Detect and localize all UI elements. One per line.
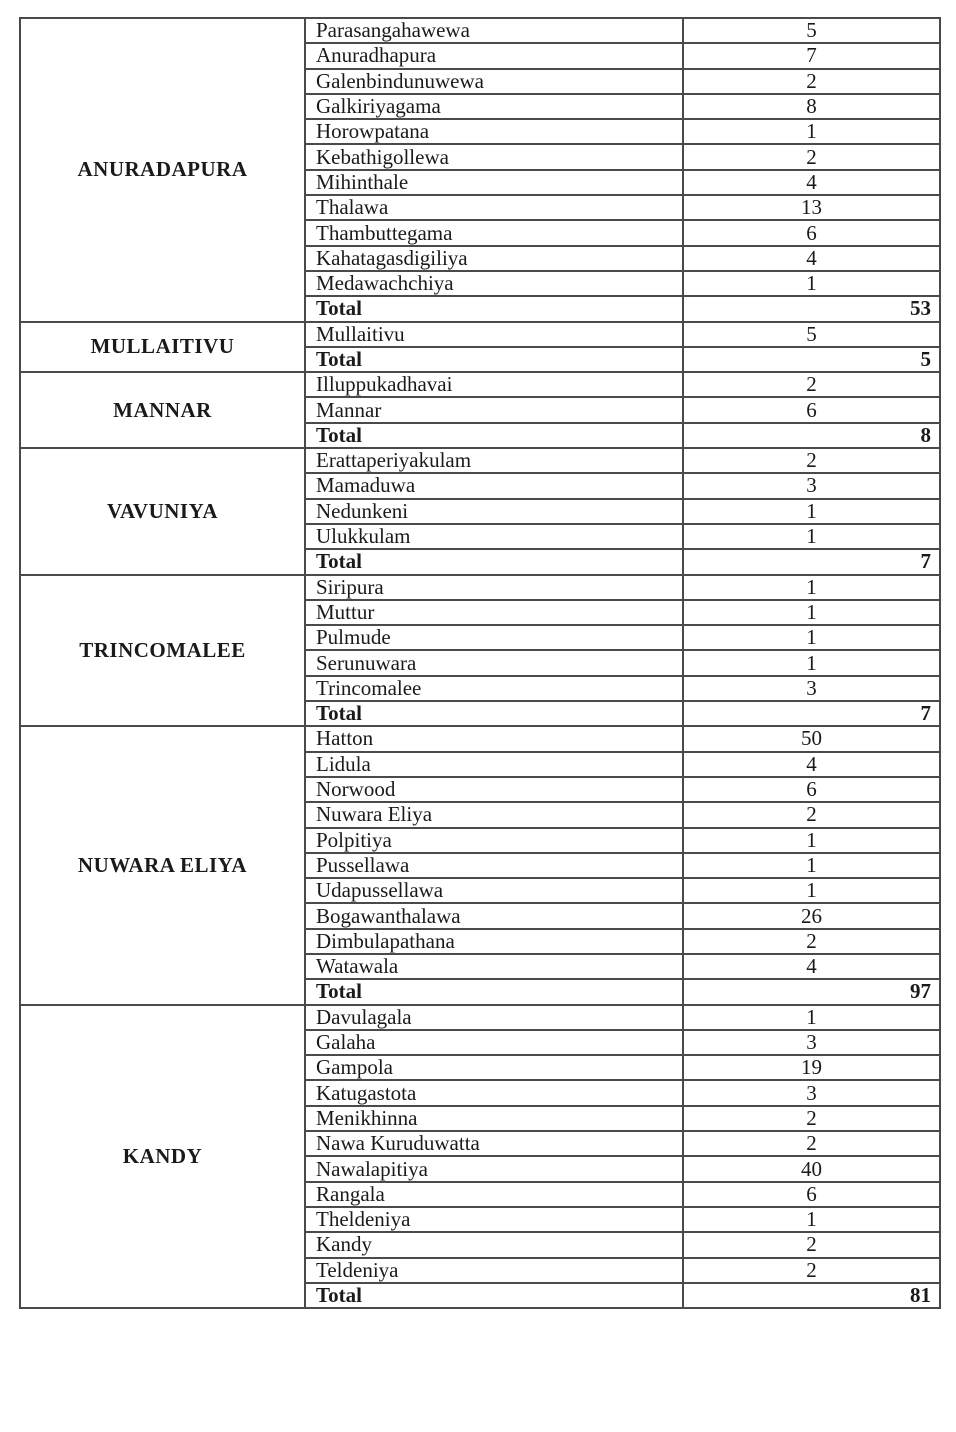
district-name: NUWARA ELIYA — [20, 726, 305, 1004]
place-name: Mamaduwa — [305, 473, 683, 498]
place-name: Galaha — [305, 1030, 683, 1055]
place-name: Theldeniya — [305, 1207, 683, 1232]
total-value: 53 — [683, 296, 940, 321]
place-count: 4 — [683, 954, 940, 979]
place-name: Lidula — [305, 752, 683, 777]
place-count: 6 — [683, 1182, 940, 1207]
place-count: 50 — [683, 726, 940, 751]
place-count: 1 — [683, 271, 940, 296]
table-row — [20, 322, 940, 347]
place-name: Mihinthale — [305, 170, 683, 195]
place-name: Anuradhapura — [305, 43, 683, 68]
place-count: 1 — [683, 650, 940, 675]
place-name: Polpitiya — [305, 828, 683, 853]
place-count: 2 — [683, 1131, 940, 1156]
place-name: Ulukkulam — [305, 524, 683, 549]
place-name: Hatton — [305, 726, 683, 751]
district-table — [19, 17, 941, 1309]
place-count: 5 — [683, 322, 940, 347]
place-name: Illuppukadhavai — [305, 372, 683, 397]
place-name: Thambuttegama — [305, 220, 683, 245]
place-name: Thalawa — [305, 195, 683, 220]
place-count: 8 — [683, 94, 940, 119]
place-count: 4 — [683, 246, 940, 271]
table-row — [20, 575, 940, 600]
place-name: Mullaitivu — [305, 322, 683, 347]
place-name: Erattaperiyakulam — [305, 448, 683, 473]
total-label: Total — [305, 423, 683, 448]
place-count: 6 — [683, 777, 940, 802]
place-name: Teldeniya — [305, 1258, 683, 1283]
total-label: Total — [305, 549, 683, 574]
place-count: 19 — [683, 1055, 940, 1080]
district-name: MANNAR — [20, 372, 305, 448]
place-count: 2 — [683, 372, 940, 397]
place-count: 1 — [683, 878, 940, 903]
table-row — [20, 372, 940, 397]
place-count: 1 — [683, 1207, 940, 1232]
place-count: 2 — [683, 448, 940, 473]
place-name: Menikhinna — [305, 1106, 683, 1131]
place-count: 4 — [683, 752, 940, 777]
place-name: Dimbulapathana — [305, 929, 683, 954]
place-count: 3 — [683, 473, 940, 498]
district-name: MULLAITIVU — [20, 322, 305, 373]
total-value: 5 — [683, 347, 940, 372]
total-label: Total — [305, 296, 683, 321]
total-value: 97 — [683, 979, 940, 1004]
place-name: Gampola — [305, 1055, 683, 1080]
place-count: 1 — [683, 853, 940, 878]
place-count: 3 — [683, 1030, 940, 1055]
place-name: Parasangahawewa — [305, 18, 683, 43]
place-count: 6 — [683, 397, 940, 422]
total-value: 8 — [683, 423, 940, 448]
place-count: 6 — [683, 220, 940, 245]
place-name: Nuwara Eliya — [305, 802, 683, 827]
place-count: 13 — [683, 195, 940, 220]
place-name: Nawalapitiya — [305, 1156, 683, 1181]
place-name: Katugastota — [305, 1080, 683, 1105]
place-name: Galenbindunuwewa — [305, 69, 683, 94]
place-count: 2 — [683, 1258, 940, 1283]
table-row — [20, 18, 940, 43]
place-count: 1 — [683, 499, 940, 524]
place-name: Nedunkeni — [305, 499, 683, 524]
place-count: 2 — [683, 144, 940, 169]
place-count: 7 — [683, 43, 940, 68]
place-count: 3 — [683, 1080, 940, 1105]
place-name: Medawachchiya — [305, 271, 683, 296]
total-value: 7 — [683, 701, 940, 726]
district-name: TRINCOMALEE — [20, 575, 305, 727]
district-name: VAVUNIYA — [20, 448, 305, 574]
place-count: 1 — [683, 600, 940, 625]
place-count: 4 — [683, 170, 940, 195]
place-count: 40 — [683, 1156, 940, 1181]
district-name: ANURADAPURA — [20, 18, 305, 322]
place-name: Kebathigollewa — [305, 144, 683, 169]
place-count: 2 — [683, 1232, 940, 1257]
place-name: Siripura — [305, 575, 683, 600]
total-label: Total — [305, 701, 683, 726]
place-name: Bogawanthalawa — [305, 903, 683, 928]
place-count: 1 — [683, 575, 940, 600]
place-name: Kandy — [305, 1232, 683, 1257]
total-value: 81 — [683, 1283, 940, 1308]
table-row — [20, 448, 940, 473]
place-name: Galkiriyagama — [305, 94, 683, 119]
place-name: Horowpatana — [305, 119, 683, 144]
district-name: KANDY — [20, 1005, 305, 1309]
place-count: 2 — [683, 69, 940, 94]
place-count: 1 — [683, 1005, 940, 1030]
place-count: 1 — [683, 828, 940, 853]
total-label: Total — [305, 979, 683, 1004]
total-value: 7 — [683, 549, 940, 574]
place-name: Serunuwara — [305, 650, 683, 675]
place-name: Nawa Kuruduwatta — [305, 1131, 683, 1156]
place-name: Norwood — [305, 777, 683, 802]
place-name: Udapussellawa — [305, 878, 683, 903]
place-name: Muttur — [305, 600, 683, 625]
place-name: Watawala — [305, 954, 683, 979]
place-name: Pulmude — [305, 625, 683, 650]
table-row — [20, 726, 940, 751]
place-count: 1 — [683, 119, 940, 144]
place-count: 3 — [683, 676, 940, 701]
place-count: 2 — [683, 929, 940, 954]
total-label: Total — [305, 1283, 683, 1308]
place-count: 2 — [683, 802, 940, 827]
table-body — [20, 18, 940, 1308]
place-name: Trincomalee — [305, 676, 683, 701]
place-name: Davulagala — [305, 1005, 683, 1030]
total-label: Total — [305, 347, 683, 372]
place-name: Rangala — [305, 1182, 683, 1207]
place-name: Mannar — [305, 397, 683, 422]
place-count: 26 — [683, 903, 940, 928]
place-count: 1 — [683, 524, 940, 549]
table-row — [20, 1005, 940, 1030]
place-name: Pussellawa — [305, 853, 683, 878]
place-name: Kahatagasdigiliya — [305, 246, 683, 271]
place-count: 5 — [683, 18, 940, 43]
place-count: 1 — [683, 625, 940, 650]
place-count: 2 — [683, 1106, 940, 1131]
